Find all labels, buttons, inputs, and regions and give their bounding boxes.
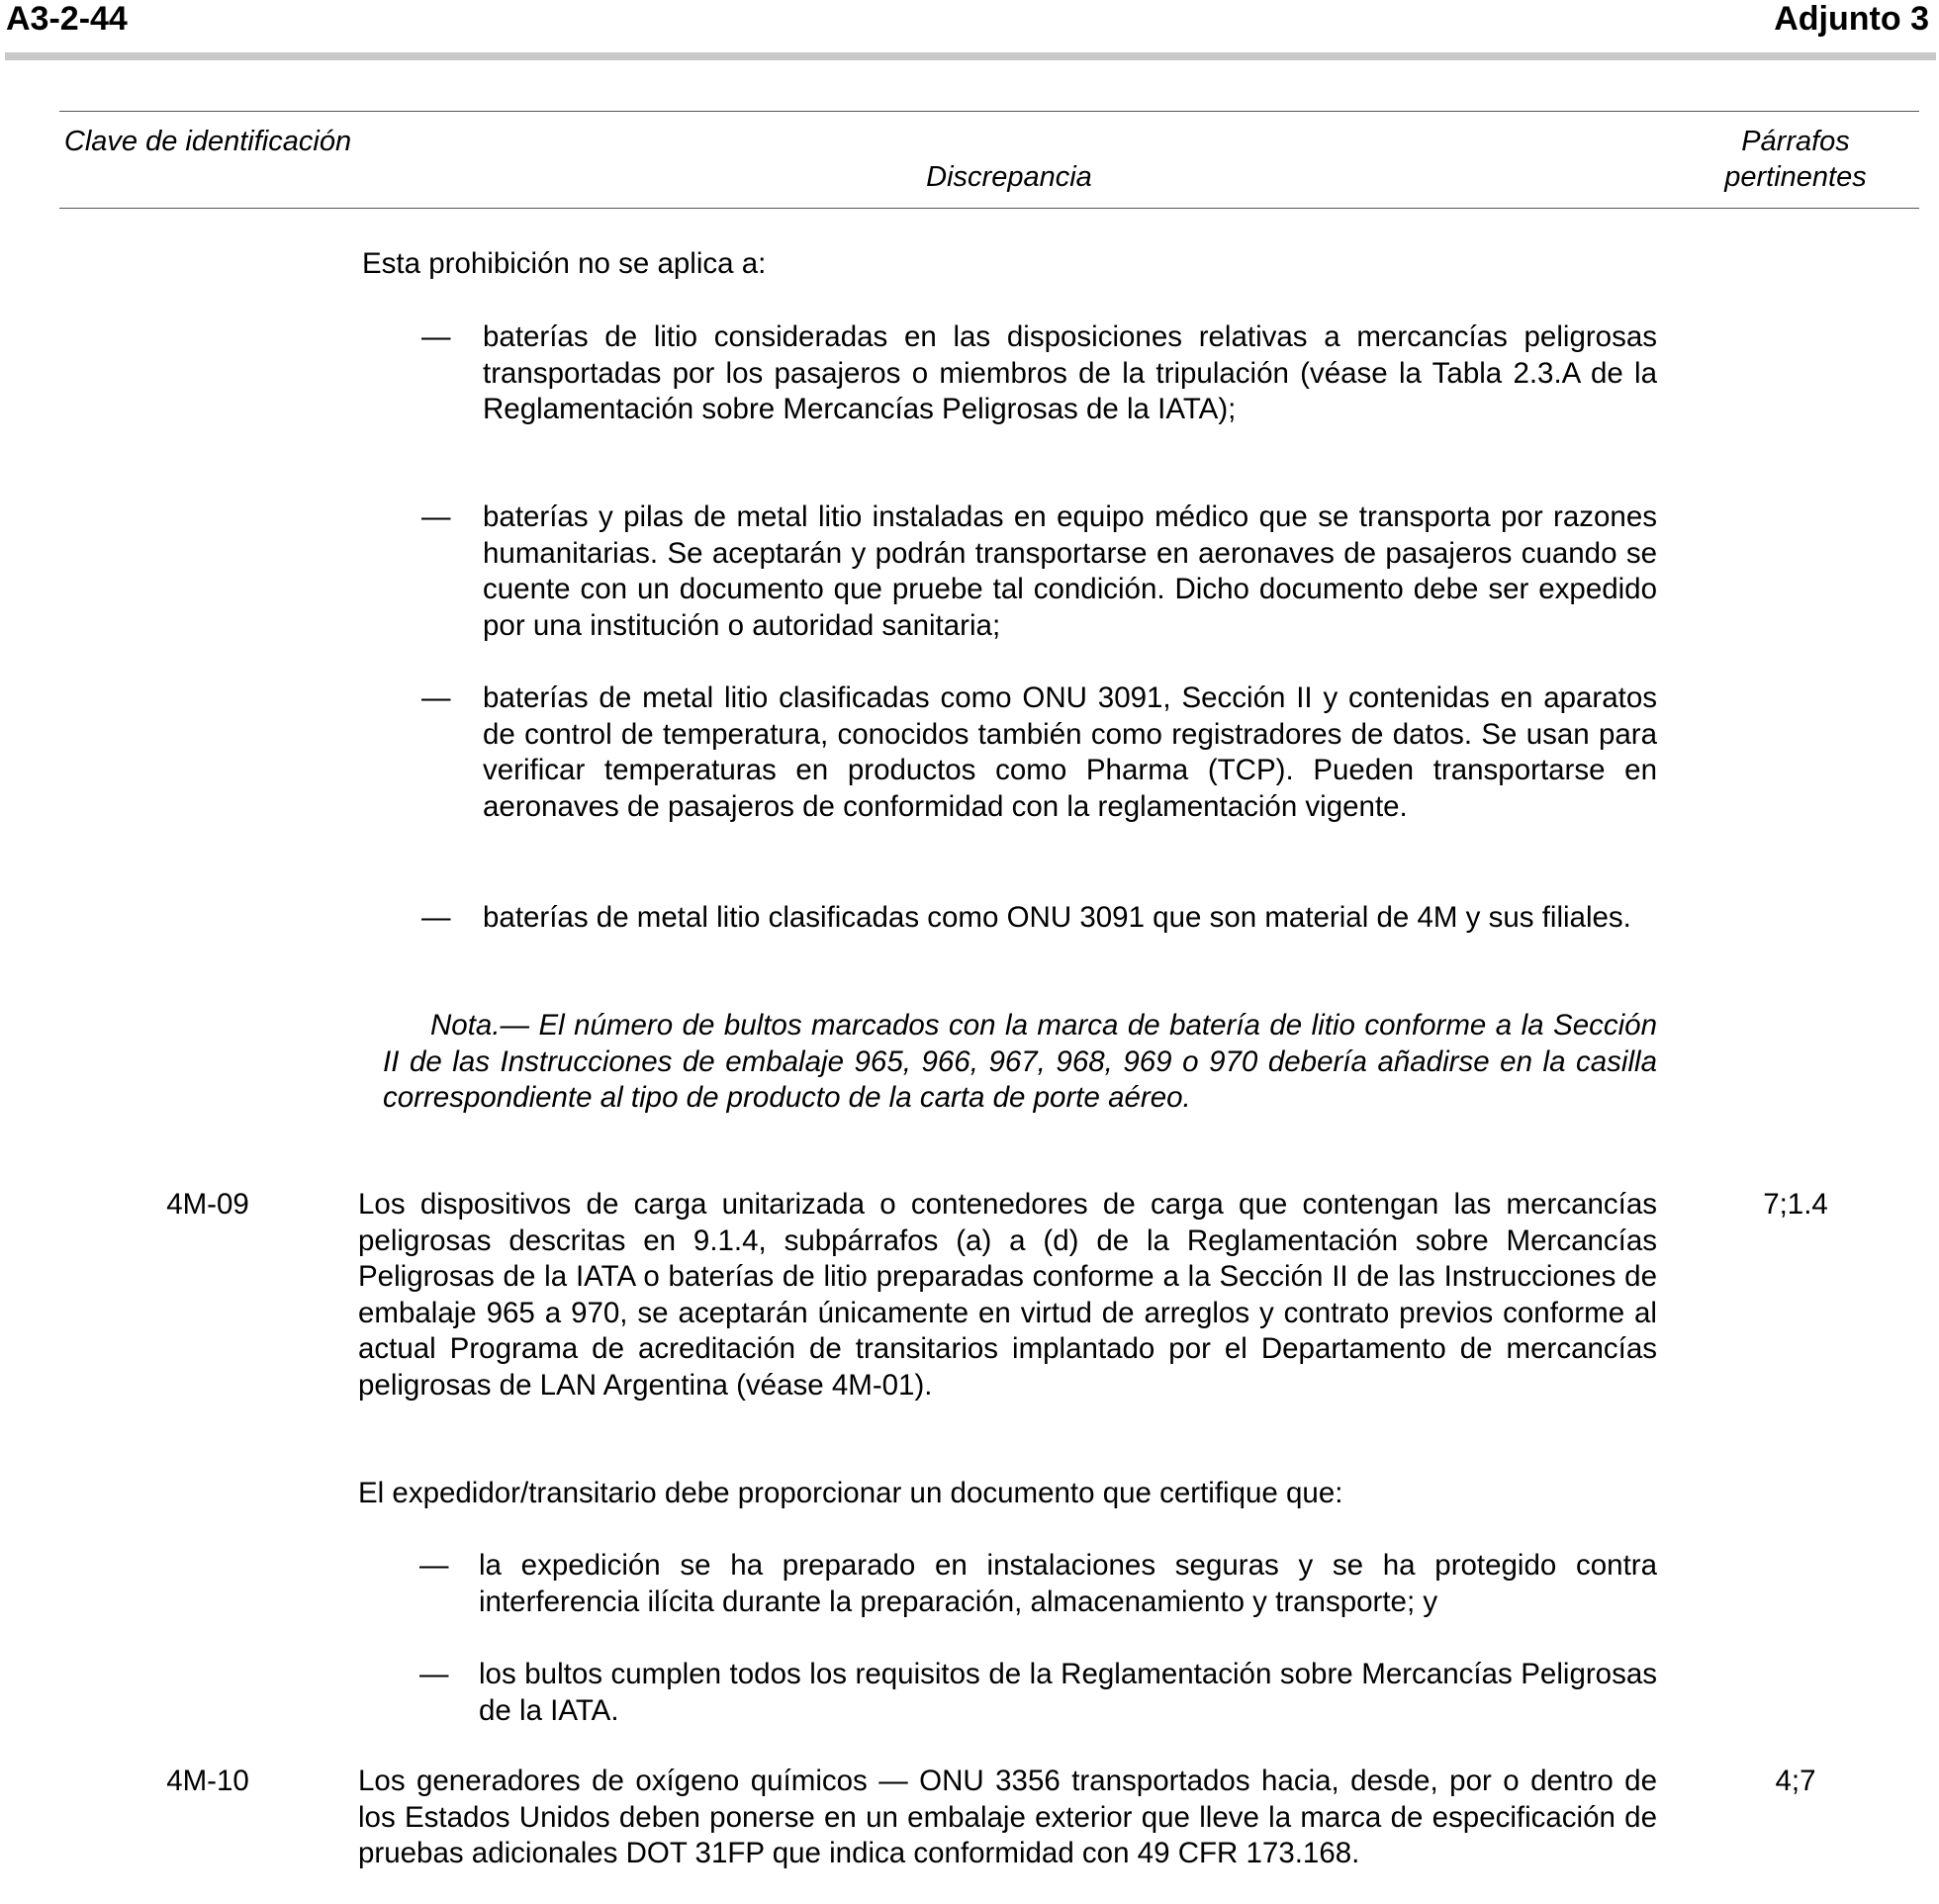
em-dash: — — [421, 320, 451, 353]
column-header-paragraphs: Párrafos pertinentes — [1724, 126, 1867, 193]
row-key: 4M-09 — [166, 1188, 249, 1221]
page-reference: A3-2-44 — [6, 0, 128, 38]
em-dash: — — [421, 901, 451, 934]
discrepancy-text: Los dispositivos de carga unitarizada o contenedores de carga que contengan las mercancías peligrosas descritas en 9.1.4, subpárrafos (a) a (d) de la Reglamentación sobre Mercancías Peligrosas de la IATA o baterías de litio preparadas conforme a la Sección II de las Instrucciones de embalaje 965 a 970, se aceptarán únicamente en virtud de arreglos y contrato previos conforme al actual Programa de acreditación de transitarios implantado por el Departamento de mercancías peligrosas de LAN Argentina (véase 4M-01). — [358, 1188, 1657, 1402]
row-paragraph-refs: 7;1.4 — [1763, 1188, 1828, 1221]
em-dash: — — [421, 681, 451, 714]
exemption-intro: Esta prohibición no se aplica a: — [362, 247, 767, 280]
row-key: 4M-10 — [166, 1765, 249, 1797]
table-header-top-rule — [59, 111, 1919, 112]
list-item-text: la expedición se ha preparado en instalaciones seguras y se ha protegido contra interferencia ilícita durante la preparación, almacenamiento y transporte; y — [479, 1549, 1657, 1618]
discrepancy-text: Los generadores de oxígeno químicos — ONU 3356 transportados hacia, desde, por o dentro de los Estados Unidos deben ponerse en un embalaje exterior que lleve la marca de especificación de pruebas adicionales DOT 31FP que indica conformidad con 49 CFR 173.168. — [358, 1765, 1657, 1869]
column-header-discrepancy: Discrepancia — [926, 161, 1092, 193]
note-paragraph: Nota.— El número de bultos marcados con la marca de batería de litio conforme a la Sección II de las Instrucciones de embalaje 965, 966, 967, 968, 969 o 970 debería añadirse en la casilla correspondiente al tipo de producto de la carta de porte aéreo. — [383, 1009, 1657, 1114]
list-item-text: baterías y pilas de metal litio instaladas en equipo médico que se transporta por razones humanitarias. Se aceptarán y podrán transportarse en aeronaves de pasajeros cuando se cuente con un documento que pruebe tal condición. Dicho documento debe ser expedido por una institución o autoridad sanitaria; — [483, 500, 1657, 642]
row-paragraph-refs: 4;7 — [1775, 1765, 1816, 1797]
list-item-text: baterías de metal litio clasificadas como ONU 3091 que son material de 4M y sus filiales. — [483, 901, 1631, 934]
list-item-text: baterías de litio consideradas en las disposiciones relativas a mercancías peligrosas transportadas por los pasajeros o miembros de la tripulación (véase la Tabla 2.3.A de la Reglamentación sobre Mercancías Peligrosas de la IATA); — [483, 320, 1657, 425]
certification-intro: El expedidor/transitario debe proporcionar un documento que certifique que: — [358, 1477, 1343, 1509]
em-dash: — — [419, 1658, 449, 1690]
table-header-bottom-rule — [59, 208, 1919, 209]
attachment-title: Adjunto 3 — [1774, 0, 1929, 38]
column-header-key: Clave de identificación — [63, 126, 352, 157]
list-item-text: baterías de metal litio clasificadas como ONU 3091, Sección II y contenidas en aparatos de control de temperatura, conocidos también como registradores de datos. Se usan para verificar temperaturas en productos como Pharma (TCP). Pueden transportarse en aeronaves de pasajeros de conformidad con la reglamentación vigente. — [483, 681, 1657, 823]
em-dash: — — [421, 500, 451, 533]
list-item-text: los bultos cumplen todos los requisitos de la Reglamentación sobre Mercancías Peligrosas de la IATA. — [479, 1658, 1657, 1727]
header-divider — [5, 52, 1936, 60]
em-dash: — — [419, 1549, 449, 1582]
